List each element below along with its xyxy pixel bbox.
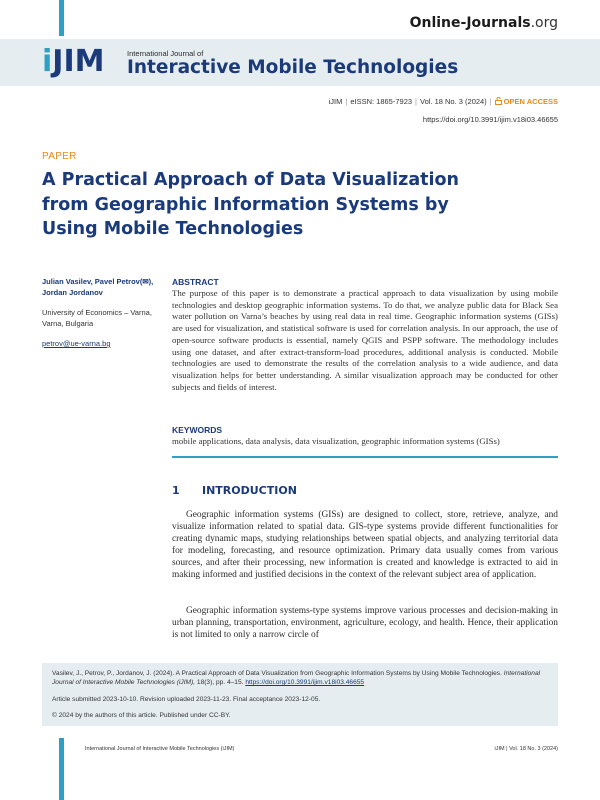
volume-issue: Vol. 18 No. 3 (2024) <box>420 97 487 106</box>
top-accent-bar <box>59 0 64 36</box>
site-brand-tld: .org <box>530 15 558 31</box>
logo-jim: JIM <box>52 44 105 79</box>
journal-logo <box>42 44 104 79</box>
article-type-label: PAPER <box>42 151 77 162</box>
corresponding-email[interactable]: petrov@ue-varna.bg <box>42 339 111 348</box>
author-list: Julian Vasilev, Pavel Petrov(✉), Jordan Jordanov <box>42 277 154 297</box>
citation-journal: International Journal of Interactive Mobile Technologies (iJIM), <box>52 670 541 686</box>
article-title: A Practical Approach of Data Visualization from Geographic Information Systems by Using Mobile Technologies <box>42 170 459 239</box>
site-brand[interactable] <box>410 15 558 31</box>
keywords-text: mobile applications, data analysis, data visualization, geographic information systems (GISs) <box>172 436 500 446</box>
eissn: eISSN: 1865-7923 <box>350 97 413 106</box>
abstract-text: The purpose of this paper is to demonstrate a practical approach to data visualization by using mobile technologies and desktop geographic information systems. To do that, we analyze public data for Black Sea water pollution on Varna’s beaches by using real data in real time. Geographic information systems (GISs) are used for visualization, and statistical software is used for correlation analysis. In our approach, the use of open-source software products is essential, namely QGIS and PSPP software. The methodology includes using one dataset, and after extract-transform-load procedures, additional analysis is conducted. Mobile technologies are used to demonstrate the results of the correlation analysis to a wide audience, and data visualization helps for better understanding. A similar visualization approach may be conducted for other subjects and fields of interest. <box>172 288 558 392</box>
footer-journal-name: International Journal of Interactive Mobile Technologies (iJIM) <box>85 746 235 752</box>
footer-issue: iJIM | Vol. 18 No. 3 (2024) <box>494 746 558 752</box>
license-text: © 2024 by the authors of this article. Published under CC-BY. <box>52 712 231 719</box>
open-lock-icon <box>495 97 502 105</box>
section-number: 1 <box>172 484 180 497</box>
open-access-badge <box>495 97 558 106</box>
issue-meta: iJIM | eISSN: 1865-7923 | Vol. 18 No. 3 (2024) | OPEN ACCESS <box>328 97 558 106</box>
open-access-label: OPEN ACCESS <box>503 97 558 106</box>
logo-i: i <box>42 44 53 79</box>
body-paragraph: Geographic information systems-type systems improve various processes and decision-making in urban planning, transportation, environment, agriculture, ecology, and health. Hence, their application is not limited to only a narrow circle of <box>172 606 558 641</box>
abstract-heading: ABSTRACT <box>172 277 219 287</box>
page-number: 4 <box>60 745 64 752</box>
article-dates: Article submitted 2023-10-10. Revision uploaded 2023-11-23. Final acceptance 2023-12-05. <box>52 696 321 703</box>
journal-name-prefix: International Journal of <box>127 49 204 58</box>
citation-text <box>52 669 552 687</box>
section-divider <box>172 456 558 458</box>
site-brand-name: Online-Journals <box>409 15 531 31</box>
body-paragraph: Geographic information systems (GISs) are designed to collect, store, retrieve, analyze, and visualize information related to spatial data. GIS-type systems provide different functionalities for creating dynamic maps, studying relationships between spatial objects, and analyzing territorial data for modeling, forecasting, and resource optimization. Primary data usually comes from various sources, and after their processing, new information is created and knowledge is extracted to aid in making informed and justified decisions in the context of the relevant subject area of application. <box>172 510 558 581</box>
affiliation: University of Economics – Varna, Varna, Bulgaria <box>42 308 152 328</box>
citation-doi-link[interactable]: https://doi.org/10.3991/ijim.v18i03.46655 <box>245 679 365 686</box>
journal-abbr: iJIM <box>328 97 343 106</box>
citation-authors-title: Vasilev, J., Petrov, P., Jordanov, J. (2024). A Practical Approach of Data Visualization from Geographic Information Systems by Using Mobile Technologies. <box>52 670 502 677</box>
section-title: INTRODUCTION <box>202 484 297 497</box>
doi-link[interactable]: https://doi.org/10.3991/ijim.v18i03.46655 <box>422 115 558 124</box>
citation-pages: 18(3), pp. 4–15. <box>196 679 244 686</box>
journal-name: Interactive Mobile Technologies <box>127 57 459 78</box>
keywords-heading: KEYWORDS <box>172 425 223 435</box>
